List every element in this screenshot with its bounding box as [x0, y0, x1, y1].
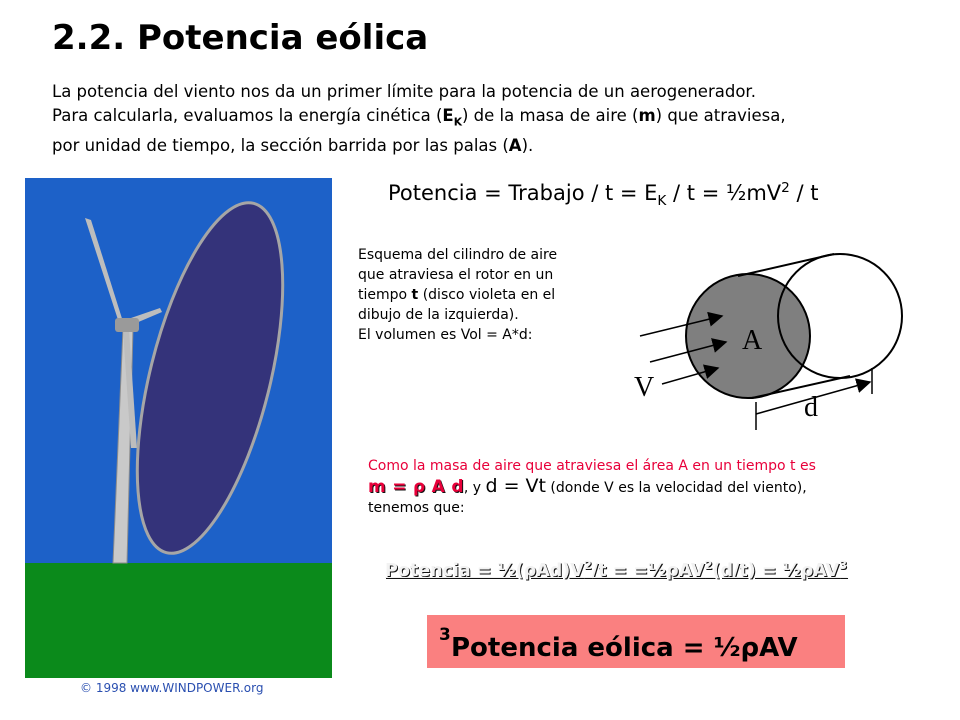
derived-formula-a: Potencia = ½(ρAd)V — [385, 560, 584, 581]
result-box — [427, 615, 845, 668]
schema-line-2: que atraviesa el rotor en un — [358, 267, 554, 283]
label-d: d — [804, 392, 818, 423]
intro-line-2 — [52, 104, 912, 134]
result-formula-text: Potencia eólica = ½ρAV — [451, 633, 798, 663]
mass-line-1: Como la masa de aire que atraviesa el área A en un tiempo t es — [368, 458, 816, 474]
intro-line-3-a: por unidad de tiempo, la sección barrida por las palas ( — [52, 136, 509, 156]
mass-derivation — [368, 456, 908, 518]
power-formula-c: / t — [789, 181, 819, 205]
kinetic-energy-symbol — [442, 106, 462, 129]
mass-line-2 — [368, 476, 908, 498]
intro-line-2-b: ) de la masa de aire ( — [462, 106, 639, 125]
power-formula-a: Potencia = Trabajo / t = E — [388, 181, 658, 205]
derived-power-formula — [385, 558, 847, 581]
mass-symbol: m — [638, 106, 656, 125]
result-formula — [439, 624, 798, 663]
air-cylinder-diagram — [600, 236, 920, 436]
area-symbol: A — [508, 136, 522, 156]
intro-line-2-c: ) que atraviesa, — [655, 106, 786, 125]
power-formula-sup: 2 — [781, 180, 790, 196]
schema-line-3-a: tiempo — [358, 287, 412, 303]
mass-line-2-c: (donde V es la velocidad del viento), — [545, 480, 807, 496]
wind-turbine-image — [25, 178, 332, 698]
schema-line-3-b: (disco violeta en el — [418, 287, 556, 303]
power-formula — [388, 180, 819, 209]
mass-line-2-a: , y — [463, 480, 486, 496]
schema-line-1: Esquema del cilindro de aire — [358, 247, 558, 263]
intro-line-2-a: Para calcularla, evaluamos la energía cinética ( — [52, 106, 443, 125]
label-V: V — [634, 372, 655, 403]
derived-formula-c: (d/t) = ½ρAV — [712, 560, 840, 581]
intro-line-1: La potencia del viento nos da un primer límite para la potencia de un aerogenerador. — [52, 82, 756, 101]
derived-formula-sup-2: 2 — [704, 558, 713, 572]
result-formula-sup: 3 — [439, 624, 451, 644]
ek-subscript: K — [453, 115, 462, 129]
mass-formula: m = ρ A d — [368, 477, 464, 497]
schema-description — [358, 245, 618, 345]
slide-title: 2.2. Potencia eólica — [52, 18, 429, 58]
intro-line-3-b: ). — [521, 136, 534, 156]
label-A: A — [742, 325, 763, 356]
ek-letter: E — [442, 106, 454, 125]
nacelle — [115, 318, 139, 332]
cylinder-top-edge — [738, 254, 834, 276]
intro-line-3 — [52, 134, 912, 158]
intro-paragraph — [52, 80, 912, 158]
derived-formula-b: /t = =½ρAV — [591, 560, 705, 581]
mass-line-3: tenemos que: — [368, 500, 465, 516]
time-symbol: t — [411, 287, 419, 303]
schema-line-3 — [358, 285, 618, 305]
power-formula-b: / t = ½mV — [666, 181, 782, 205]
grass — [25, 563, 332, 678]
derived-formula-sup-3: 3 — [839, 558, 848, 572]
image-caption: © 1998 www.WINDPOWER.org — [80, 681, 264, 695]
schema-line-4: dibujo de la izquierda). — [358, 307, 519, 323]
derived-formula-sup-1: 2 — [583, 558, 592, 572]
schema-line-5: El volumen es Vol = A*d: — [358, 327, 533, 343]
power-formula-sub: K — [657, 193, 667, 210]
distance-formula: d = Vt — [485, 475, 546, 497]
